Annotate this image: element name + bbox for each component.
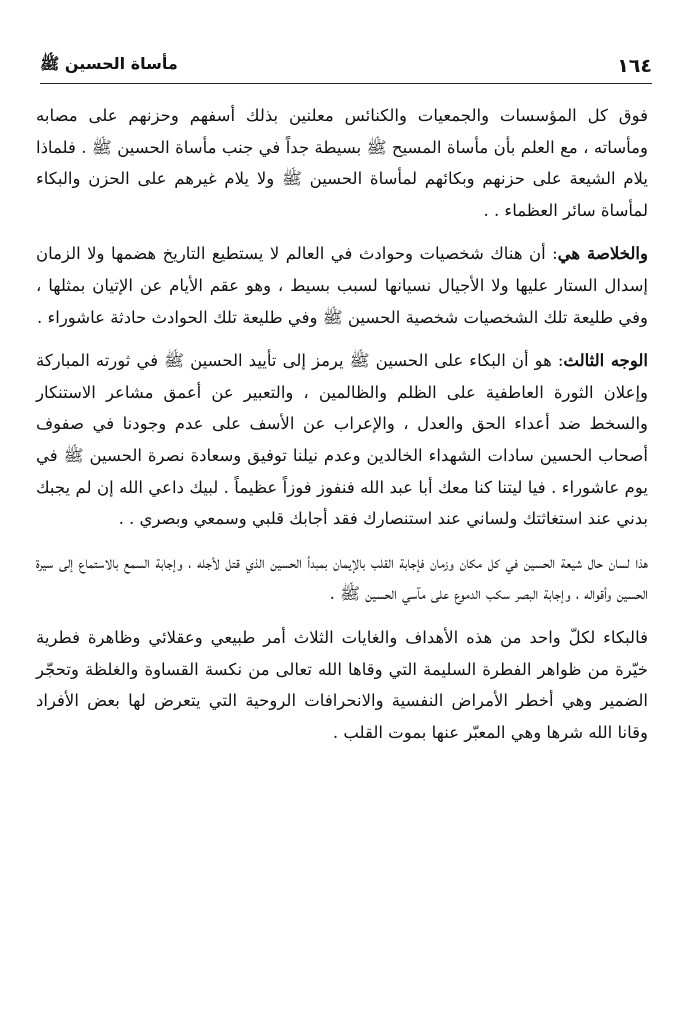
paragraph-1-text: فوق كل المؤسسات والجمعيات والكنائس معلنين بذلك أسفهم وحزنهم على مصابه ومأساته ، مع العلم بأن مأساة المسيح ﷺ بسيطة جداً في جنب مأساة الحسين ﷺ . فلماذا يلام الشيعة على حزنهم وبكائهم لمأساة الحسين ﷺ ولا يلام غيرهم على الحزن والبكاء لمأساة سائر العظماء . . [36, 106, 648, 220]
body-text [36, 100, 648, 760]
paragraph-2 [36, 238, 648, 333]
paragraph-2-text: : أن هناك شخصيات وحوادث في العالم لا يستطيع التاريخ هضمها ولا الزمان إسدال الستار عليها ولا الأجيال نسيانها لسبب بسيط ، وهو عقم الأيام عن الإتيان بمثلها ، وفي طليعة تلك الشخصيات شخصية الحسين ﷺ وفي طليعة تلك الحوادث حادثة عاشوراء . [36, 244, 648, 327]
page-header [40, 44, 652, 84]
paragraph-2-lead: والخلاصة هي [557, 244, 648, 264]
paragraph-4 [36, 547, 648, 610]
running-title: مأساة الحسين ﷺ [40, 54, 178, 73]
paragraph-5-text: فالبكاء لكلّ واحد من هذه الأهداف والغايات الثلاث أمر طبيعي وعقلائي وظاهرة فطرية خيّرة من ظواهر الفطرة السليمة التي وقاها الله تعالى من نكسة القساوة والغلظة وتحجّر الضمير وهي أخطر الأمراض النفسية والانحرافات الروحية التي يتعرض لها بعض الأفراد وقانا الله شرها وهي المعبّر عنها بموت القلب . [36, 627, 648, 742]
paragraph-1 [36, 100, 648, 226]
paragraph-4-text: هذا لسان حال شيعة الحسين في كل مكان وزمان فإجابة القلب بالإيمان بمبدأ الحسين الذي قتل لأجله ، وإجابة السمع بالاستماع إلى سيرة الحسين وأقواله ، وإجابة البصر سكب الدموع على مآسي الحسين ﷺ . [36, 552, 648, 604]
paragraph-3-lead: الوجه الثالث [563, 351, 648, 371]
paragraph-3-text: : هو أن البكاء على الحسين ﷺ يرمز إلى تأييد الحسين ﷺ في ثورته المباركة وإعلان الثورة العاطفية على الظلم والظالمين ، والتعبير عن أعمق مشاعر الاستنكار والسخط ضد أعداء الحق والعدل ، والإعراب عن الأسف على عدم وجودنا في صفوف أصحاب الحسين سادات الشهداء الخالدين وعدم نيلنا توفيق وسعادة نصرة الحسين ﷺ في يوم عاشوراء . فيا ليتنا كنا معك أبا عبد الله فنفوز فوزاً عظيماً . لبيك داعي الله إن لم يجبك بدني عند استغاثتك ولساني عند استنصارك فقد أجابك قلبي وسمعي وبصري . . [36, 351, 648, 529]
paragraph-5 [36, 622, 648, 748]
paragraph-3 [36, 345, 648, 535]
page-number: ١٦٤ [617, 55, 652, 77]
